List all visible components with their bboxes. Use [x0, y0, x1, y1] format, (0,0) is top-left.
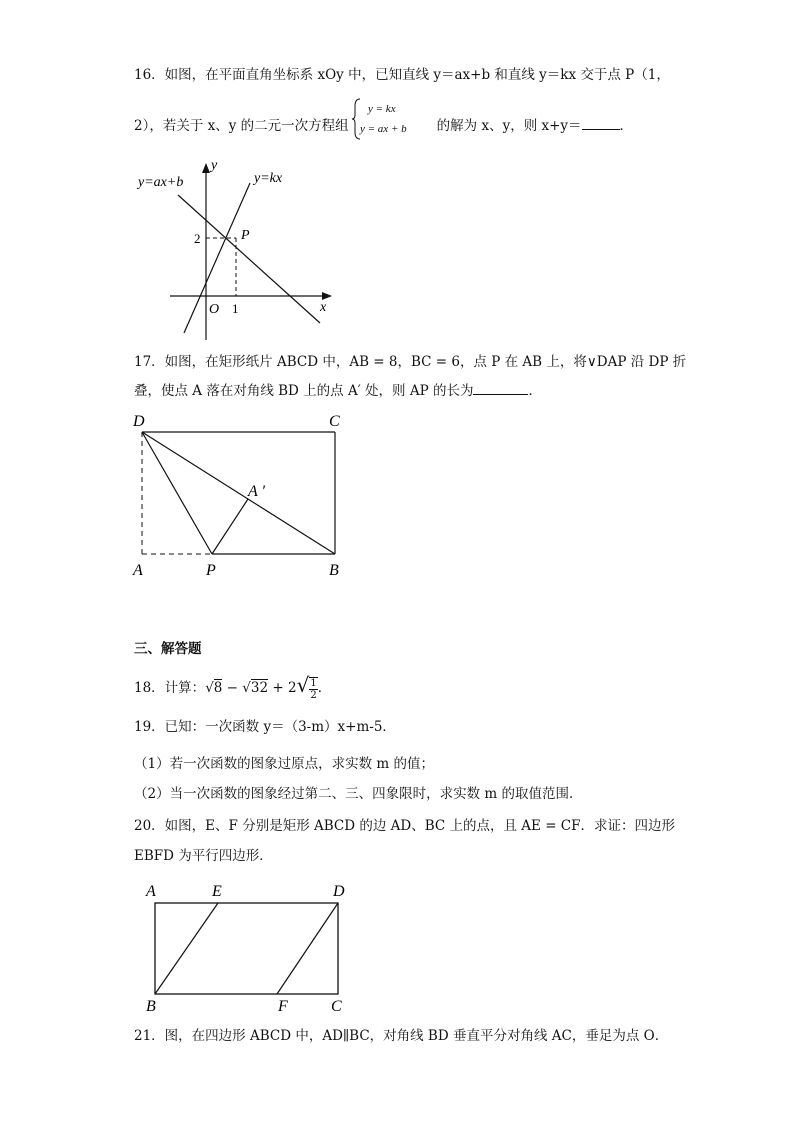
- segment-DF: [277, 903, 338, 994]
- q20-figure: [140, 878, 355, 1013]
- q17-figure: [126, 408, 356, 583]
- q19-part1: （1）若一次函数的图象过原点，求实数 m 的值；: [134, 756, 434, 772]
- q16-line2-end: ．: [619, 118, 634, 134]
- fraction-denominator: 2: [310, 689, 317, 701]
- label-point-P: P: [241, 228, 250, 243]
- label-P: P: [206, 562, 216, 579]
- q18-pre: 18．计算：: [134, 680, 206, 696]
- answer-blank-17: [473, 380, 528, 395]
- q17-line2: [134, 380, 542, 400]
- label-A: A: [146, 883, 156, 900]
- q19-line1: 19．已知：一次函数 y＝（3-m）x+m-5．: [134, 719, 396, 735]
- label-D: D: [133, 413, 145, 430]
- q17-line2-end: ．: [528, 383, 542, 399]
- segment-PA-prime: [212, 499, 248, 554]
- label-B: B: [329, 562, 339, 579]
- sqrt-32: √32: [242, 680, 269, 696]
- minus-sign: −: [222, 680, 243, 696]
- label-x: x: [320, 300, 327, 315]
- q20-line2: EBFD 为平行四边形．: [134, 848, 273, 864]
- q18-line: [134, 673, 332, 701]
- diagonal-DB: [142, 432, 335, 554]
- q17-line2-text: 叠，使点 A 落在对角线 BD 上的点 A′ 处，则 AP 的长为: [134, 383, 474, 399]
- radicand-32: 32: [250, 680, 269, 696]
- q16-line2-pre: 2），若关于 x、y 的二元一次方程组: [134, 118, 349, 134]
- q21-line1: 21．图，在四边形 ABCD 中，AD∥BC，对角线 BD 垂直平分对角线 AC，垂足为点 O．: [134, 1028, 669, 1044]
- q18-end: ．: [317, 680, 332, 696]
- system-eq2: y = ax + b: [360, 123, 407, 135]
- q16-figure: [130, 155, 350, 345]
- label-D: D: [333, 883, 345, 900]
- label-E: E: [212, 883, 222, 900]
- label-B: B: [146, 998, 156, 1013]
- label-line-kx: y=kx: [254, 171, 283, 186]
- radicand-8: 8: [213, 680, 223, 696]
- fold-line-DP: [142, 432, 212, 554]
- label-line-ax-b: y=ax+b: [138, 175, 184, 190]
- sqrt-half: √: [296, 673, 310, 697]
- y-axis-arrow: [202, 163, 210, 173]
- fraction-half: [309, 677, 317, 701]
- q17-line1: 17．如图，在矩形纸片 ABCD 中，AB = 8，BC = 6，点 P 在 AB 上，将∨DAP 沿 DP 折: [134, 354, 687, 370]
- label-A: A: [133, 562, 143, 579]
- plus-two: + 2: [268, 680, 297, 696]
- fraction-numerator: 1: [310, 677, 317, 689]
- line-y-ax-b: [178, 195, 320, 323]
- rectangle-ABCD: [155, 903, 338, 994]
- label-C: C: [329, 413, 340, 430]
- segment-EB: [155, 903, 218, 994]
- label-C: C: [331, 998, 342, 1013]
- section-title: 三、解答题: [134, 641, 202, 657]
- q16-line2-post: 的解为 x、y，则 x+y＝: [436, 118, 582, 134]
- label-y: y: [211, 158, 218, 173]
- label-tick-2: 2: [194, 231, 201, 246]
- sqrt-8: √8: [205, 680, 223, 696]
- answer-blank-16: [582, 115, 620, 130]
- label-origin: O: [209, 302, 220, 317]
- label-A-prime: A ′: [248, 483, 265, 500]
- q16-line1: 16．如图，在平面直角坐标系 xOy 中，已知直线 y＝ax+b 和直线 y＝kx 交于点 P（1，: [134, 67, 670, 83]
- system-eq1: y = kx: [368, 103, 396, 115]
- q19-part2: （2）当一次函数的图象经过第二、三、四象限时，求实数 m 的取值范围．: [134, 786, 583, 802]
- q20-line1: 20．如图，E、F 分别是矩形 ABCD 的边 AD、BC 上的点，且 AE = CF．求证：四边形: [134, 818, 675, 834]
- label-tick-1: 1: [232, 301, 239, 316]
- label-F: F: [278, 998, 288, 1013]
- x-axis-arrow: [322, 292, 332, 300]
